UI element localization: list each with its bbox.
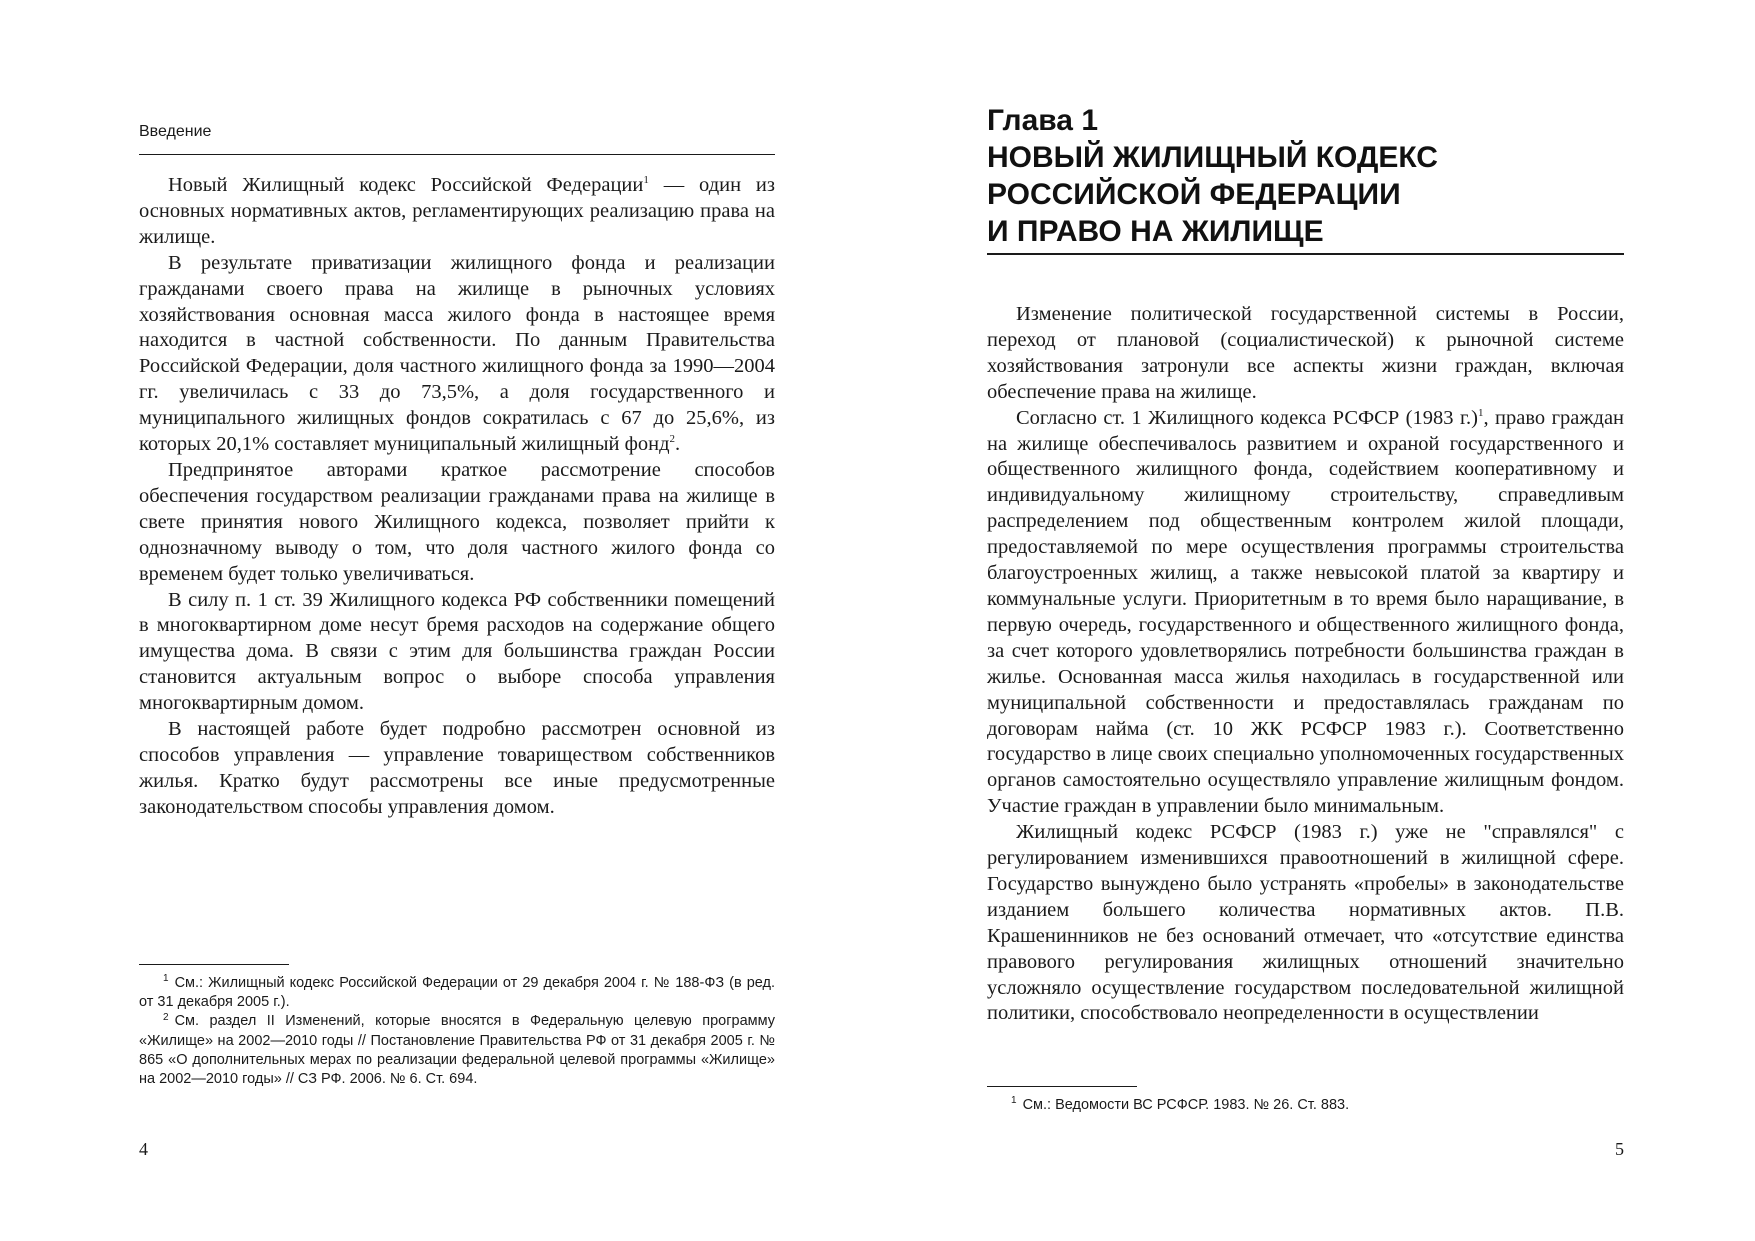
left-body-text (139, 173, 775, 821)
footnote-rule (139, 964, 289, 965)
left-footnotes (139, 974, 775, 1089)
footnote-ref[interactable]: 1 (643, 174, 649, 187)
paragraph: В силу п. 1 ст. 39 Жилищного кодекса РФ собственники помещений в многоквартирном доме несут бремя расходов на содержание общего имущества дома. В связи с этим для большинства граждан России становится актуальным вопрос о выборе способа управления многоквартирным домом. (139, 588, 775, 715)
paragraph: Предпринятое авторами краткое рассмотрение способов обеспечения государством реализации гражданами права на жилище в свете принятия нового Жилищного кодекса, позволяет прийти к однозначному выводу о том, что доля частного жилого фонда со временем будет только увеличиваться. (139, 458, 775, 585)
footnote: $^1$ См.: Ведомости ВС РСФСР. 1983. № 26. Ст. 883. (1011, 1095, 1350, 1113)
header-rule (139, 154, 775, 155)
right-body-text (987, 302, 1624, 1027)
running-header: Введение (139, 123, 212, 140)
footnote-ref[interactable]: 2 (669, 433, 675, 446)
chapter-label: Глава 1 (987, 104, 1099, 137)
chapter-title-line: РОССИЙСКОЙ ФЕДЕРАЦИИ (987, 178, 1401, 211)
footnote: $^1$ См.: Жилищный кодекс Российской Федерации от 29 декабря 2004 г. № 188-ФЗ (в ред. от 31 декабря 2005 г.). (139, 973, 775, 1011)
paragraph: Согласно ст. 1 Жилищного кодекса РСФСР (1983 г.)$^1$, право граждан на жилище обеспечивалось развитием и охраной государственного и общественного жилищного фонда, содействием кооперативному и индивидуальному жилищному строительству, справедливым распределением под общественным контролем жилой площади, предоставляемой по мере осуществления программы строительства благоустроенных жилищ, а также невысокой платой за квартиру и коммунальные услуги. Приоритетным в то время было наращивание, в первую очередь, государственного и общественного жилищного фонда, за счет которого удовлетворялись потребности большинства граждан в жилье. Основанная масса жилья находилась в государственной или муниципальной собственности и предоставлялась гражданам по договорам найма (ст. 10 ЖК РСФСР 1983 г.). Соответственно государство в лице своих специально уполномоченных государственных органов самостоятельно осуществляло управление жилищным фондом. Участие граждан в управлении было минимальным. (987, 406, 1625, 818)
chapter-title-line: И ПРАВО НА ЖИЛИЩЕ (987, 215, 1324, 248)
paragraph: Изменение политической государственной системы в России, переход от плановой (социалистической) к рыночной системе хозяйствования затронули все аспекты жизни граждан, включая обеспечение права на жилище. (987, 303, 1624, 403)
chapter-heading (987, 102, 1624, 250)
paragraph: Новый Жилищный кодекс Российской Федерации$^1$ — один из основных нормативных актов, регламентирующих реализацию права на жилище. (139, 174, 775, 248)
chapter-rule (987, 253, 1624, 255)
paragraph: Жилищный кодекс РСФСР (1983 г.) уже не "справлялся" с регулированием изменившихся правоотношений в жилищной сфере. Государство вынуждено было устранять «пробелы» в законодательстве изданием большего количества нормативных актов. П.В. Крашенинников не без оснований отмечает, что «отсутствие единства правового регулирования жилищных отношений значительно усложняло осуществление государством последовательной жилищной политики, способствовало неопределенности в осуществлении (987, 821, 1624, 1025)
footnote-rule (987, 1086, 1137, 1087)
footnote: $^2$ См. раздел II Изменений, которые вносятся в Федеральную целевую программу «Жилище» на 2002—2010 годы // Постановление Правительства РФ от 31 декабря 2005 г. № 865 «О дополнительных мерах по реализации федеральной целевой программы «Жилище» на 2002—2010 годы» // СЗ РФ. 2006. № 6. Ст. 694. (139, 1011, 775, 1088)
page-number: 4 (139, 1139, 148, 1159)
paragraph: В результате приватизации жилищного фонда и реализации гражданами своего права на жилище в рыночных условиях хозяйствования основная масса жилого фонда в настоящее время находится в частной собственности. По данным Правительства Российской Федерации, доля частного жилищного фонда за 1990—2004 гг. увеличилась с 33 до 73,5%, а доля государственного и муниципального жилищных фондов сократилась с 67 до 25,6%, из которых 20,1% составляет муниципальный жилищный фонд$^2$. (139, 251, 775, 456)
footnote-ref[interactable]: 1 (1478, 406, 1484, 419)
paragraph: В настоящей работе будет подробно рассмотрен основной из способов управления — управление товариществом собственников жилья. Кратко будут рассмотрены все иные предусмотренные законодательством способы управления домом. (139, 718, 775, 818)
chapter-title-line: НОВЫЙ ЖИЛИЩНЫЙ КОДЕКС (987, 141, 1438, 174)
page-number: 5 (1615, 1139, 1624, 1159)
right-footnotes (987, 1096, 1624, 1115)
right-page (877, 0, 1755, 1241)
left-page (0, 0, 877, 1241)
